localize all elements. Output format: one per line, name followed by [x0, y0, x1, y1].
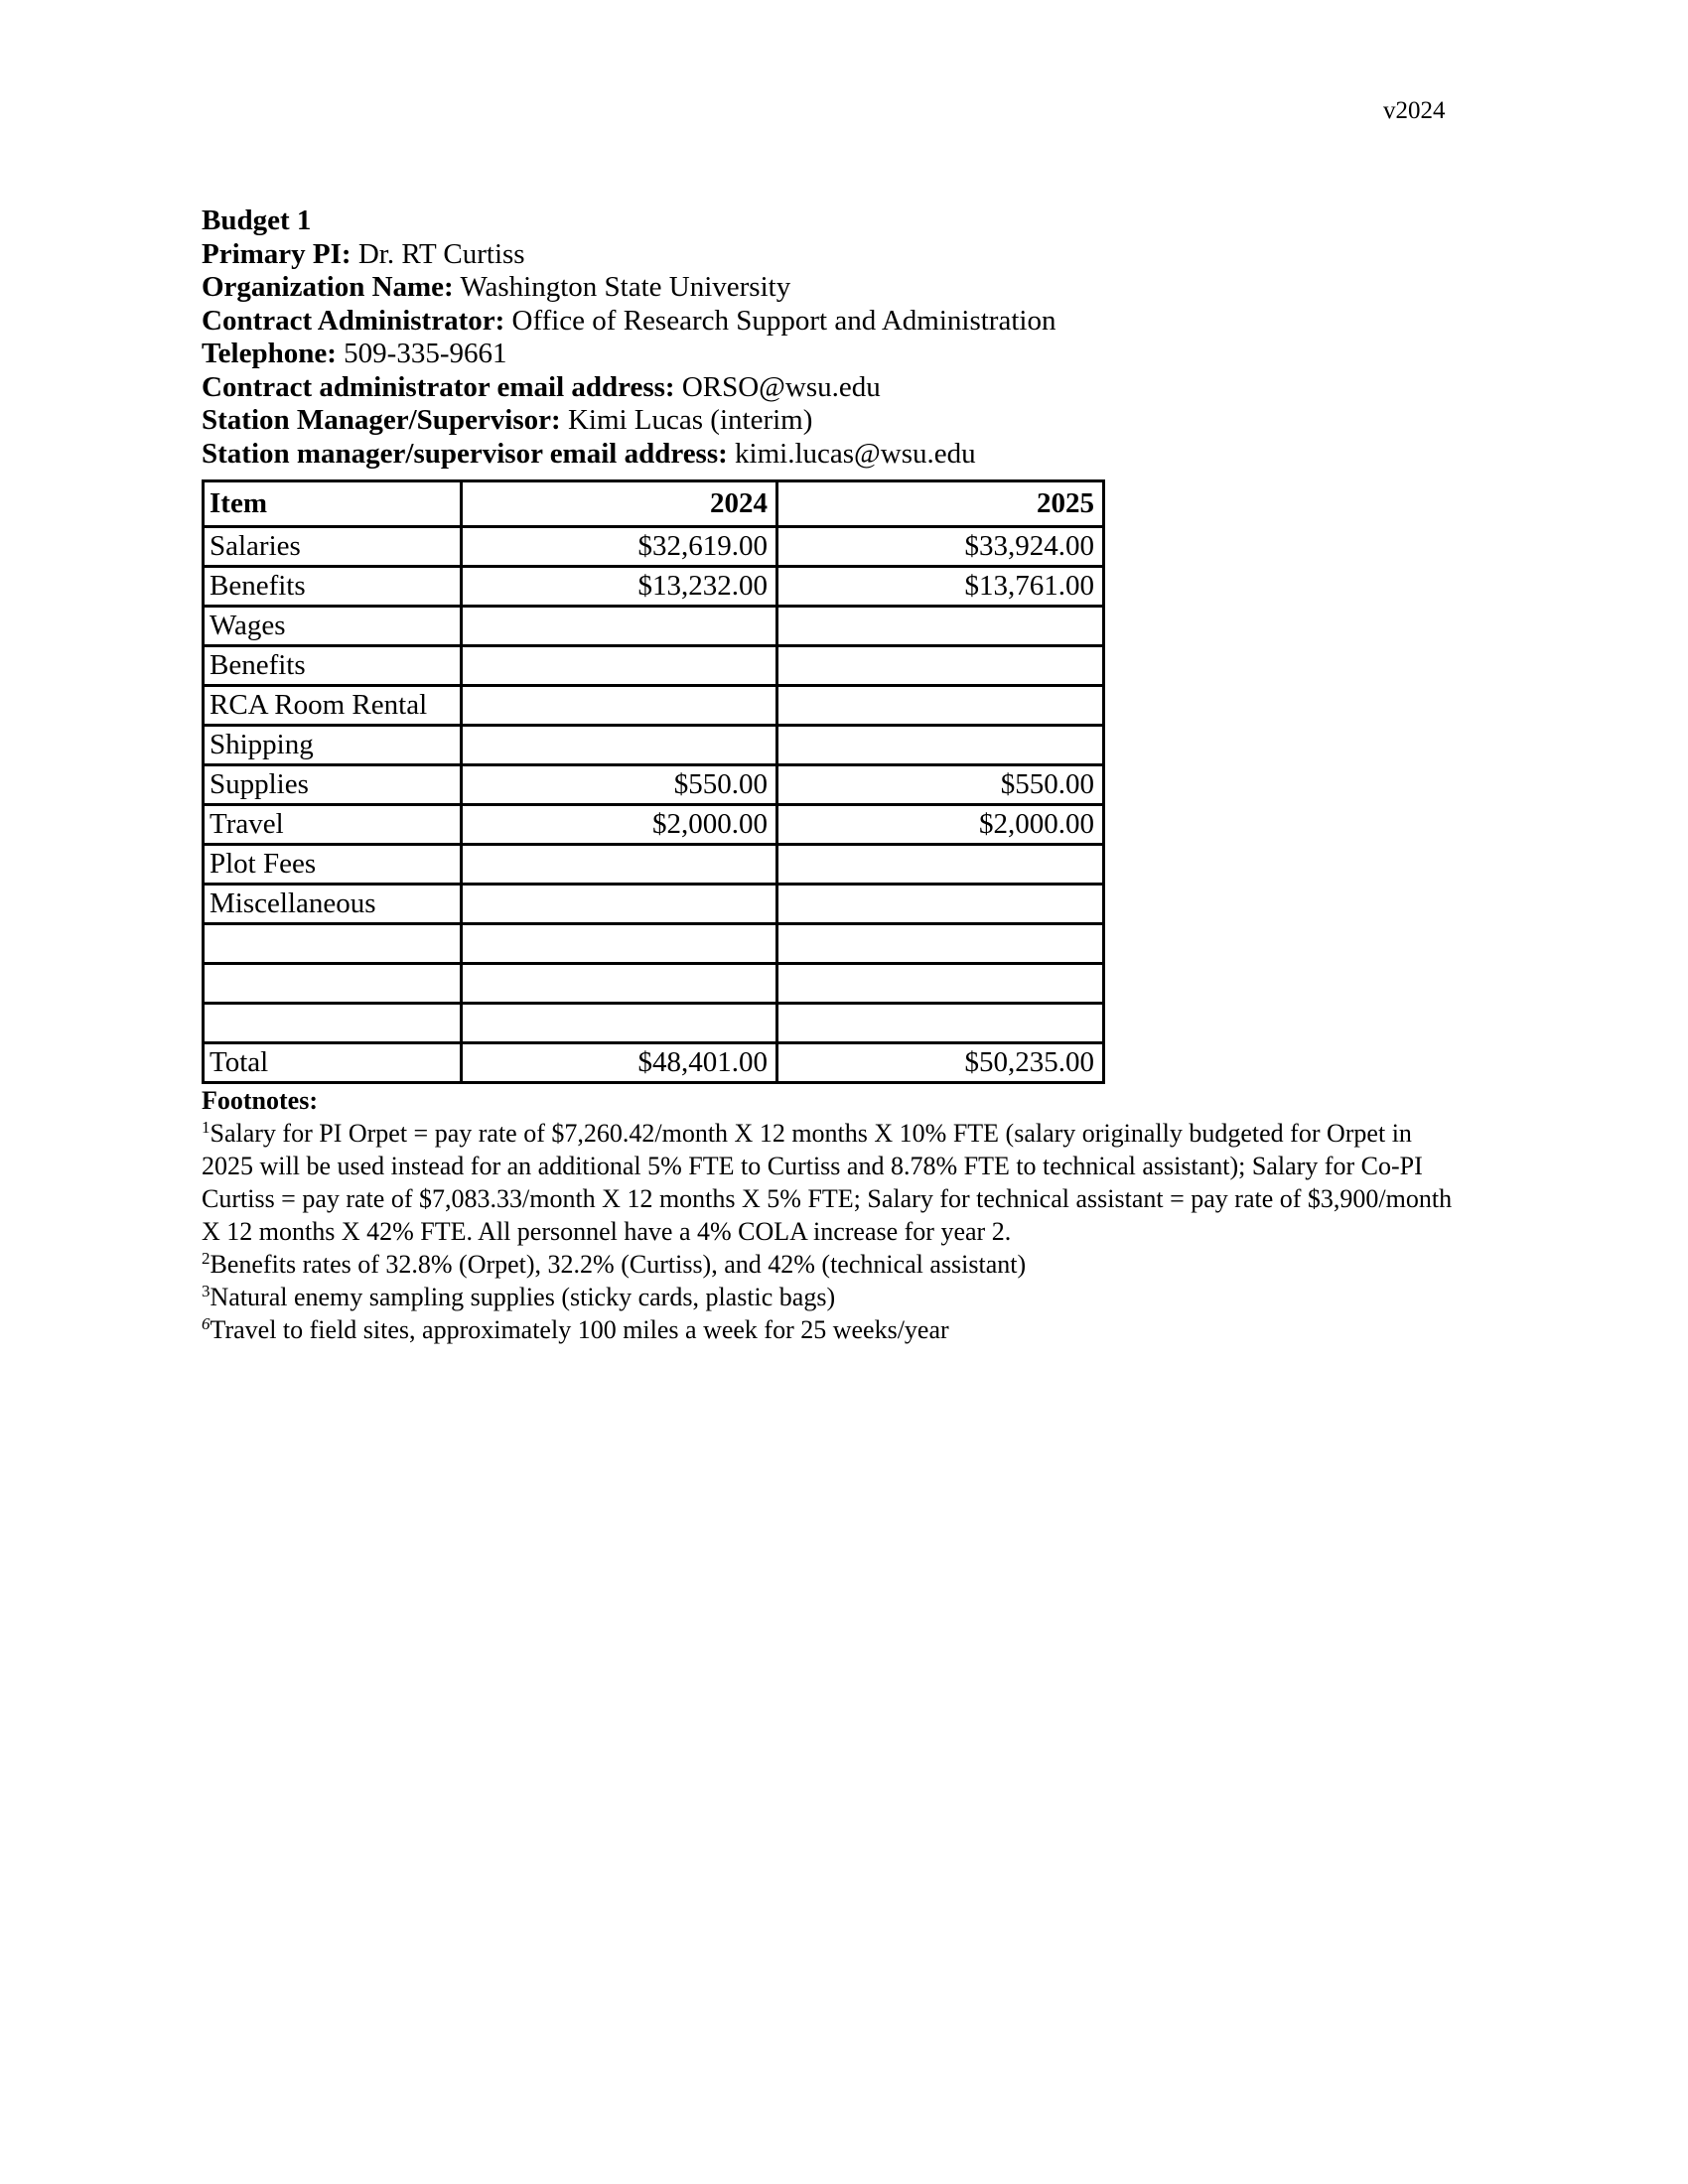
footnote-text: Travel to field sites, approximately 100 miles a week for 25 weeks/year: [210, 1315, 949, 1344]
header-field-primary-pi: [202, 238, 1055, 272]
item-cell: Benefits: [204, 646, 462, 686]
field-label: Telephone:: [202, 338, 337, 369]
amount-2024-cell: $550.00: [462, 765, 777, 805]
amount-2025-cell: [777, 607, 1104, 646]
budget-header: [202, 205, 1055, 471]
version-label: v2024: [1383, 97, 1446, 124]
amount-2025-cell: [777, 726, 1104, 765]
item-cell: Benefits: [204, 567, 462, 607]
field-value: kimi.lucas@wsu.edu: [735, 437, 976, 470]
amount-2024-cell: [462, 646, 777, 686]
table-row-rca-room-rental: [204, 686, 1104, 726]
field-label: Organization Name:: [202, 271, 454, 303]
field-label: Primary PI:: [202, 237, 352, 270]
amount-2025-cell: $13,761.00: [777, 567, 1104, 607]
field-label: Station manager/supervisor email address:: [202, 437, 728, 470]
table-row-benefits-2: [204, 646, 1104, 686]
footnote-travel: [202, 1313, 1461, 1346]
amount-2025-cell: [777, 924, 1104, 964]
amount-2025-cell: [777, 845, 1104, 885]
amount-2025-cell: [777, 885, 1104, 924]
table-row-wages: [204, 607, 1104, 646]
item-cell: Total: [204, 1043, 462, 1083]
amount-2025-cell: [777, 686, 1104, 726]
header-field-contract-administrator: [202, 305, 1055, 339]
amount-2024-cell: [462, 726, 777, 765]
amount-2024-cell: $13,232.00: [462, 567, 777, 607]
field-value: 509-335-9661: [344, 338, 507, 369]
item-cell: RCA Room Rental: [204, 686, 462, 726]
footnote-text: Benefits rates of 32.8% (Orpet), 32.2% (Curtiss), and 42% (technical assistant): [210, 1250, 1027, 1279]
amount-2024-cell: [462, 845, 777, 885]
column-header-2024: 2024: [462, 481, 777, 527]
footnote-marker: 6: [202, 1314, 211, 1333]
column-header-item: Item: [204, 481, 462, 527]
footnote-text: Natural enemy sampling supplies (sticky cards, plastic bags): [210, 1283, 836, 1311]
item-cell: Plot Fees: [204, 845, 462, 885]
amount-2024-cell: [462, 964, 777, 1004]
field-label: Contract Administrator:: [202, 304, 505, 337]
amount-2025-cell: [777, 646, 1104, 686]
item-cell: Shipping: [204, 726, 462, 765]
table-row-salaries: [204, 527, 1104, 567]
amount-2024-cell: [462, 686, 777, 726]
amount-2025-cell: $2,000.00: [777, 805, 1104, 845]
amount-2024-cell: $2,000.00: [462, 805, 777, 845]
table-row-travel: [204, 805, 1104, 845]
budget-table: [202, 479, 1105, 1084]
amount-2025-cell: $50,235.00: [777, 1043, 1104, 1083]
header-field-station-manager: [202, 404, 1055, 438]
item-cell: Wages: [204, 607, 462, 646]
amount-2024-cell: [462, 885, 777, 924]
amount-2025-cell: $33,924.00: [777, 527, 1104, 567]
page-title: Budget 1: [202, 205, 312, 236]
item-cell: [204, 1004, 462, 1043]
field-value: Office of Research Support and Administration: [511, 304, 1056, 337]
footnote-marker: 1: [202, 1118, 211, 1137]
field-value: Kimi Lucas (interim): [567, 404, 813, 436]
field-value: Washington State University: [460, 271, 791, 303]
field-label: Contract administrator email address:: [202, 370, 675, 403]
item-cell: Salaries: [204, 527, 462, 567]
table-header-row: [204, 481, 1104, 527]
table-row-shipping: [204, 726, 1104, 765]
amount-2024-cell: [462, 1004, 777, 1043]
header-field-station-manager-email: [202, 438, 1055, 472]
table-row-benefits: [204, 567, 1104, 607]
footnotes-heading: Footnotes:: [202, 1086, 318, 1115]
item-cell: Supplies: [204, 765, 462, 805]
item-cell: [204, 964, 462, 1004]
amount-2024-cell: $32,619.00: [462, 527, 777, 567]
table-row-plot-fees: [204, 845, 1104, 885]
footnote-supplies: [202, 1281, 1461, 1313]
item-cell: [204, 924, 462, 964]
footnote-benefits: [202, 1248, 1461, 1281]
item-cell: Miscellaneous: [204, 885, 462, 924]
table-row-total: [204, 1043, 1104, 1083]
amount-2025-cell: [777, 1004, 1104, 1043]
item-cell: Travel: [204, 805, 462, 845]
amount-2024-cell: [462, 607, 777, 646]
table-row-empty: [204, 964, 1104, 1004]
field-label: Station Manager/Supervisor:: [202, 404, 561, 436]
amount-2025-cell: $550.00: [777, 765, 1104, 805]
header-field-organization: [202, 271, 1055, 305]
field-value: ORSO@wsu.edu: [681, 370, 881, 403]
header-field-contract-admin-email: [202, 371, 1055, 405]
table-row-supplies: [204, 765, 1104, 805]
footnotes-section: [202, 1084, 1461, 1346]
amount-2024-cell: $48,401.00: [462, 1043, 777, 1083]
footnote-marker: 2: [202, 1249, 211, 1268]
table-row-empty: [204, 924, 1104, 964]
footnote-marker: 3: [202, 1282, 211, 1300]
footnote-text: Salary for PI Orpet = pay rate of $7,260.42/month X 12 months X 10% FTE (salary originally budgeted for Orpet in 2025 will be used instead for an additional 5% FTE to Curtiss and 8.78% FTE to technical assistant); Salary for Co-PI Curtiss = pay rate of $7,083.33/month X 12 months X 5% FTE; Salary for technical assistant = pay rate of $3,900/month X 12 months X 42% FTE. All personnel have a 4% COLA increase for year 2.: [202, 1119, 1453, 1246]
footnote-salary: [202, 1117, 1461, 1248]
table-row-empty: [204, 1004, 1104, 1043]
amount-2025-cell: [777, 964, 1104, 1004]
header-field-telephone: [202, 338, 1055, 371]
column-header-2025: 2025: [777, 481, 1104, 527]
amount-2024-cell: [462, 924, 777, 964]
table-row-miscellaneous: [204, 885, 1104, 924]
field-value: Dr. RT Curtiss: [357, 237, 525, 270]
